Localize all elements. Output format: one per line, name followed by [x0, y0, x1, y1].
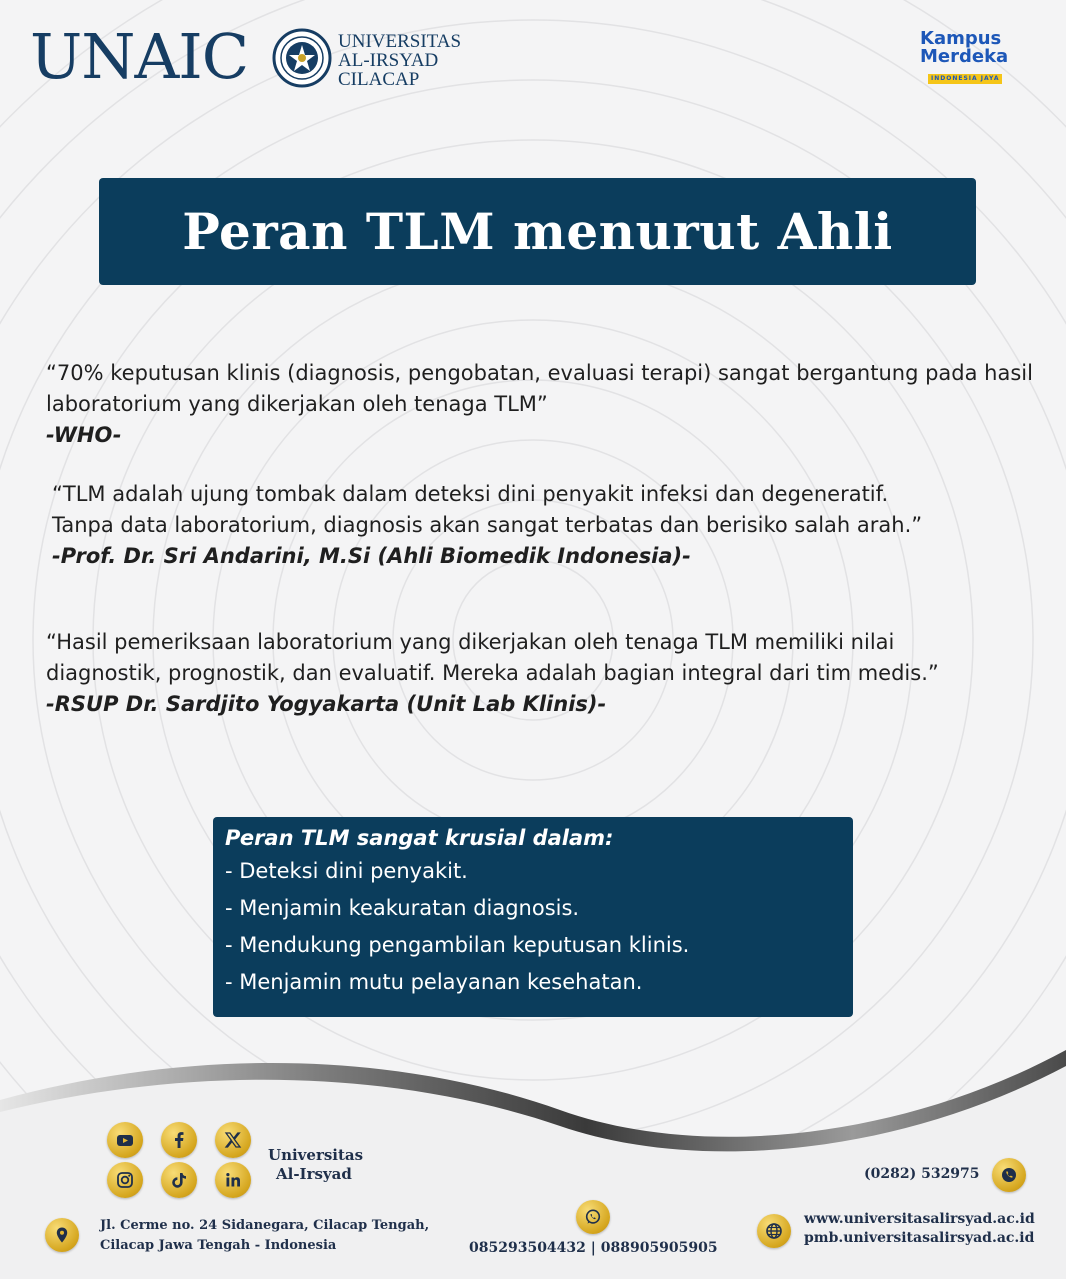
quote-source: -Prof. Dr. Sri Andarini, M.Si (Ahli Biomedik Indonesia)-	[52, 544, 691, 568]
university-name-line-1: UNIVERSITAS	[338, 31, 462, 52]
quote-text: “TLM adalah ujung tombak dalam deteksi dini penyakit infeksi dan degeneratif. Tanpa data laboratorium, diagnosis akan sangat terbatas dan berisiko salah arah.”	[52, 482, 923, 537]
quote-source: -WHO-	[46, 423, 122, 447]
footer-university-line-1: Universitas	[268, 1146, 364, 1164]
kampus-merdeka-line-2: Merdeka	[920, 46, 1009, 67]
tiktok-icon[interactable]	[161, 1162, 197, 1198]
list-item: - Menjamin keakuratan diagnosis.	[225, 896, 580, 920]
quote-who	[46, 358, 1036, 451]
page-title: Peran TLM menurut Ahli	[182, 202, 893, 261]
list-item: - Menjamin mutu pelayanan kesehatan.	[225, 970, 643, 994]
websites	[804, 1210, 1035, 1248]
globe-icon[interactable]	[757, 1214, 791, 1248]
location-pin-icon[interactable]	[45, 1218, 79, 1252]
quote-text: “Hasil pemeriksaan laboratorium yang dikerjakan oleh tenaga TLM memiliki nilai diagnostik, prognostik, dan evaluatif. Mereka adalah bagian integral dari tim medis.”	[46, 630, 939, 685]
list-item: - Deteksi dini penyakit.	[225, 859, 468, 883]
whatsapp-icon[interactable]	[576, 1200, 610, 1234]
footer-university-name	[268, 1146, 363, 1184]
footer-university-line-2: Al-Irsyad	[276, 1165, 352, 1183]
youtube-icon[interactable]	[107, 1122, 143, 1158]
unaic-logo-text: UNAIC	[30, 20, 249, 93]
university-seal-icon	[272, 28, 332, 88]
university-name	[338, 32, 461, 89]
university-name-line-3: CILACAP	[338, 69, 420, 90]
kampus-merdeka-tagline: INDONESIA JAYA	[928, 74, 1002, 84]
quote-source: -RSUP Dr. Sardjito Yogyakarta (Unit Lab Klinis)-	[46, 692, 607, 716]
facebook-icon[interactable]	[161, 1122, 197, 1158]
address-line-2: Cilacap Jawa Tengah - Indonesia	[100, 1238, 337, 1253]
kampus-merdeka-line-1: Kampus	[920, 28, 1002, 49]
quote-andarini	[52, 479, 952, 572]
website-link-main[interactable]: www.universitasalirsyad.ac.id	[804, 1211, 1035, 1227]
address-line-1: Jl. Cerme no. 24 Sidanegara, Cilacap Tengah,	[100, 1218, 430, 1233]
whatsapp-numbers: 085293504432 | 088905905905	[469, 1240, 718, 1256]
linkedin-icon[interactable]	[215, 1162, 251, 1198]
list-item: - Mendukung pengambilan keputusan klinis.	[225, 933, 690, 957]
phone-number: (0282) 532975	[864, 1166, 980, 1182]
summary-heading: Peran TLM sangat krusial dalam:	[225, 826, 614, 850]
address	[100, 1216, 429, 1256]
website-link-pmb[interactable]: pmb.universitasalirsyad.ac.id	[804, 1230, 1035, 1246]
summary-list	[225, 853, 841, 1001]
kampus-merdeka-logo	[920, 30, 1040, 84]
x-icon[interactable]	[215, 1122, 251, 1158]
phone-icon[interactable]	[992, 1158, 1026, 1192]
quote-sardjito	[46, 627, 946, 720]
title-banner	[99, 178, 976, 285]
summary-box	[213, 817, 853, 1017]
university-name-line-2: AL-IRSYAD	[338, 50, 439, 71]
instagram-icon[interactable]	[107, 1162, 143, 1198]
quote-text: “70% keputusan klinis (diagnosis, pengobatan, evaluasi terapi) sangat bergantung pada hasil laboratorium yang dikerjakan oleh tenaga TLM”	[46, 361, 1033, 416]
